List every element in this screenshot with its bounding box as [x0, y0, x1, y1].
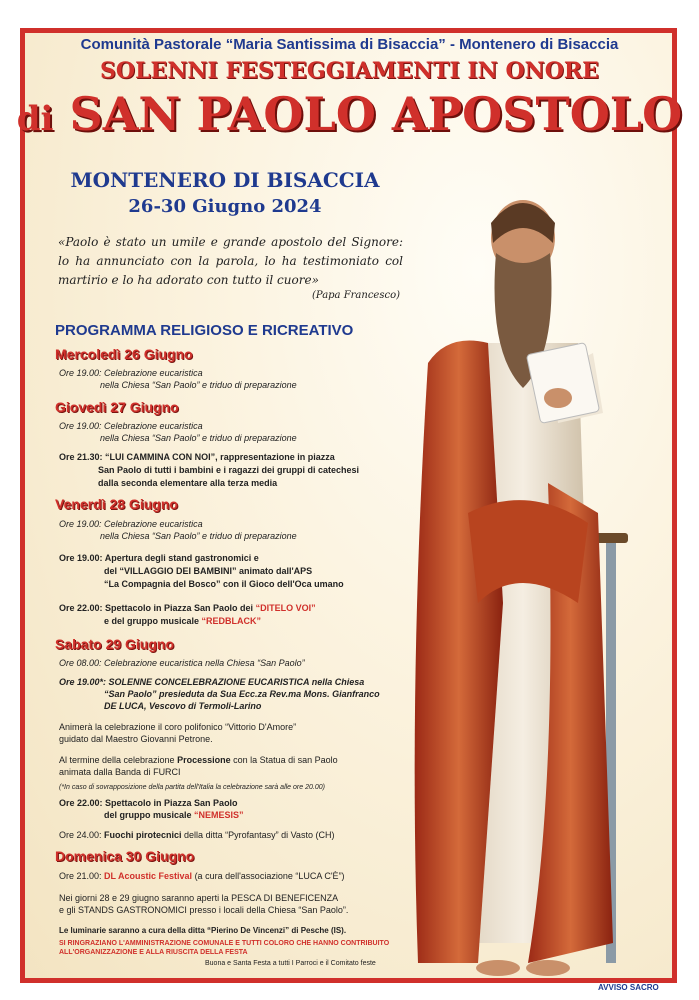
- program-line: del “VILLAGGIO DEI BAMBINI” animato dall'APS: [104, 566, 313, 576]
- program-line: DE LUCA, Vescovo di Termoli-Larino: [104, 701, 262, 711]
- day-heading-thursday: Giovedì 27 Giugno: [55, 399, 179, 415]
- day-heading-sunday: Domenica 30 Giugno: [55, 848, 195, 864]
- program-note: (*In caso di sovrapposizione della partita dell'Italia la celebrazione sarà alle ore 20.00): [59, 784, 325, 791]
- program-text: Fuochi pirotecnici: [104, 830, 182, 840]
- program-line: nella Chiesa “San Paolo” e triduo di preparazione: [100, 433, 297, 443]
- title-di: di: [16, 99, 54, 139]
- greeting-line: Buona e Santa Festa a tutti I Parroci e il Comitato feste: [205, 960, 376, 967]
- avviso-sacro-label: AVVISO SACRO: [598, 983, 659, 992]
- program-line: [59, 871, 345, 882]
- main-title: [0, 86, 699, 147]
- thanks-line: ALL'ORGANIZZAZIONE E ALLA RIUSCITA DELLA FESTA: [59, 949, 248, 956]
- program-line: animata dalla Banda di FURCI: [59, 767, 181, 777]
- notice-line: Le luminarie saranno a cura della ditta “Pierino De Vincenzi” di Pesche (IS).: [59, 926, 347, 935]
- program-text: Processione: [177, 755, 231, 765]
- program-line: Ore 08.00: Celebrazione eucaristica nella Chiesa “San Paolo”: [59, 658, 305, 668]
- community-header: Comunità Pastorale “Maria Santissima di Bisaccia” - Montenero di Bisaccia: [80, 36, 619, 53]
- program-line: nella Chiesa “San Paolo” e triduo di preparazione: [100, 380, 297, 390]
- program-text: Al termine della celebrazione: [59, 755, 178, 765]
- event-dates: 26-30 Giugno 2024: [128, 196, 322, 217]
- pope-quote: «Paolo è stato un umile e grande apostolo del Signore: lo ha annunciato con la parola, lo ha testimoniato col martirio e lo ha adorato con tutto il cuore»: [58, 235, 403, 287]
- program-line: Ore 19.00: Celebrazione eucaristica: [59, 421, 203, 431]
- title-saint: SAN PAOLO APOSTOLO: [69, 87, 683, 141]
- program-line: [59, 755, 338, 766]
- program-text: del gruppo musicale: [104, 810, 195, 820]
- location-title: MONTENERO DI BISACCIA: [70, 168, 380, 192]
- program-text: (a cura dell'associazione “LUCA C'È”): [192, 871, 345, 881]
- program-highlight: “NEMESIS”: [194, 810, 244, 820]
- thanks-line: SI RINGRAZIANO L'AMMINISTRAZIONE COMUNALE E TUTTI COLORO CHE HANNO CONTRIBUITO: [59, 940, 390, 947]
- program-line: Ore 19.00*: SOLENNE CONCELEBRAZIONE EUCARISTICA nella Chiesa: [59, 677, 365, 687]
- day-heading-saturday: Sabato 29 Giugno: [55, 636, 175, 652]
- program-highlight: “REDBLACK”: [201, 616, 262, 626]
- program-text: Ore 21.00:: [59, 871, 105, 881]
- saint-paul-statue-image: [408, 183, 648, 983]
- program-line: nella Chiesa “San Paolo” e triduo di preparazione: [100, 531, 297, 541]
- program-line: Ore 19.00: Apertura degli stand gastronomici e: [59, 553, 259, 563]
- program-line: guidato dal Maestro Giovanni Petrone.: [59, 734, 213, 744]
- program-text: Ore 24.00:: [59, 830, 105, 840]
- notice-line: Nei giorni 28 e 29 giugno saranno aperti la PESCA DI BENEFICENZA: [59, 893, 339, 903]
- notice-line: e gli STANDS GASTRONOMICI presso i locali della Chiesa “San Paolo”.: [59, 905, 349, 915]
- title-line-1: SOLENNI FESTEGGIAMENTI IN ONORE: [100, 58, 599, 84]
- program-line: dalla seconda elementare alla terza media: [98, 478, 278, 488]
- quote-author: (Papa Francesco): [312, 290, 400, 301]
- program-line: Ore 19.00: Celebrazione eucaristica: [59, 519, 203, 529]
- program-text: e del gruppo musicale: [104, 616, 202, 626]
- program-line: Animerà la celebrazione il coro polifonico “Vittorio D'Amore”: [59, 722, 297, 732]
- program-line: Ore 19.00: Celebrazione eucaristica: [59, 368, 203, 378]
- program-line: [104, 810, 244, 821]
- program-line: Ore 22.00: Spettacolo in Piazza San Paolo: [59, 798, 238, 808]
- program-line: [59, 830, 334, 841]
- program-line: “La Compagnia del Bosco” con il Gioco dell'Oca umano: [104, 579, 344, 589]
- program-line: [104, 616, 261, 627]
- day-heading-wednesday: Mercoledì 26 Giugno: [55, 346, 193, 362]
- program-highlight: DL Acoustic Festival: [104, 871, 193, 881]
- program-text: con la Statua di san Paolo: [230, 755, 338, 765]
- program-title: PROGRAMMA RELIGIOSO E RICREATIVO: [55, 322, 354, 339]
- day-heading-friday: Venerdì 28 Giugno: [55, 496, 178, 512]
- program-line: “San Paolo” presieduta da Sua Ecc.za Rev.ma Mons. Gianfranco: [104, 689, 380, 699]
- program-line: Ore 21.30: “LUI CAMMINA CON NOI”, rappresentazione in piazza: [59, 452, 335, 462]
- program-text: della ditta “Pyrofantasy” di Vasto (CH): [181, 830, 335, 840]
- program-highlight: “DITELO VOI”: [255, 603, 316, 613]
- program-line: [59, 603, 316, 614]
- program-line: San Paolo di tutti i bambini e i ragazzi dei gruppi di catechesi: [98, 465, 360, 475]
- program-text: Ore 22.00: Spettacolo in Piazza San Paolo dei: [59, 603, 256, 613]
